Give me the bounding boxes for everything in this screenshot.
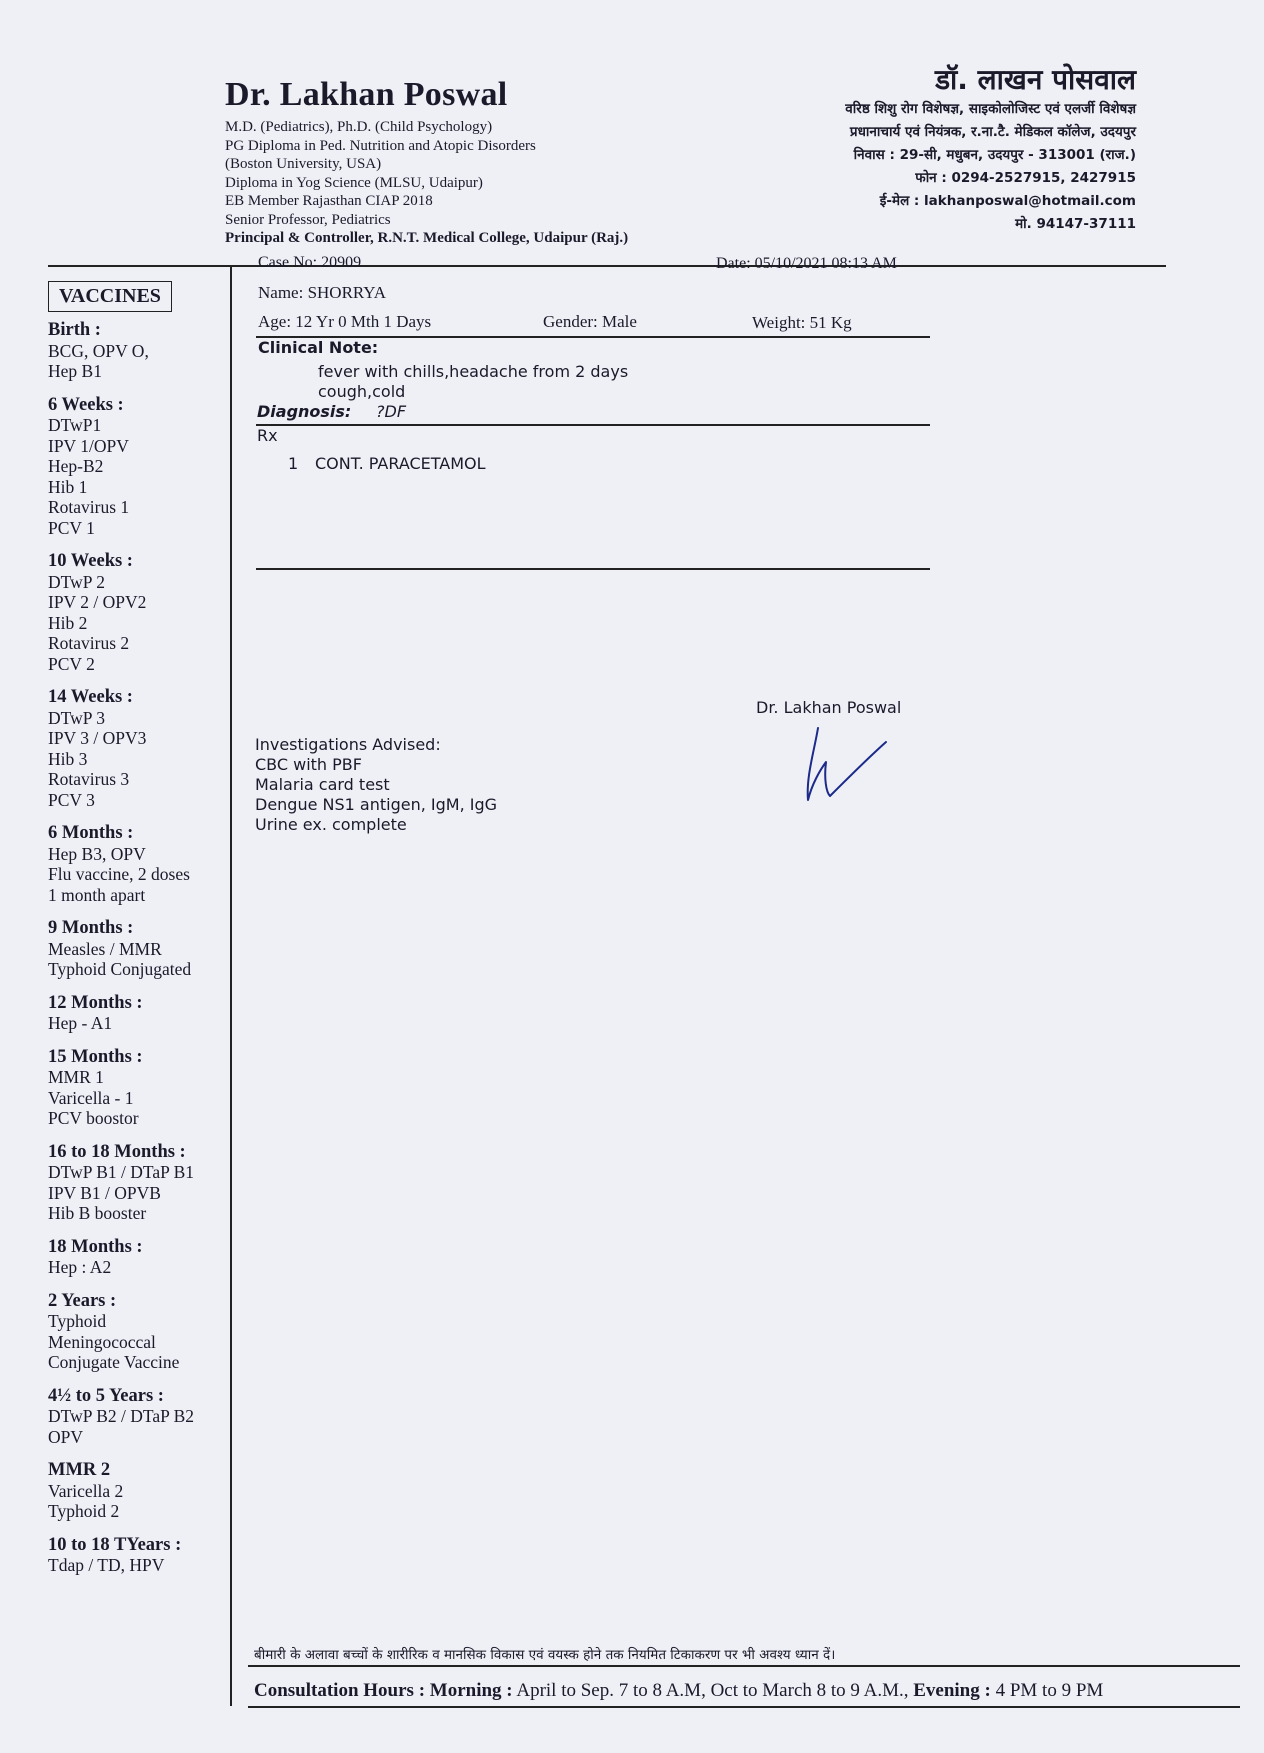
vaccine-group-heading: 10 Weeks : xyxy=(48,551,133,571)
hindi-header xyxy=(845,62,1136,236)
case-number: Case No: 20909 xyxy=(258,254,362,271)
patient-name: Name: SHORRYA xyxy=(258,283,386,302)
qualification-line: (Boston University, USA) xyxy=(225,156,382,172)
vaccine-group-heading: 4½ to 5 Years : xyxy=(48,1385,164,1406)
qualification-line: EB Member Rajasthan CIAP 2018 xyxy=(225,193,433,209)
vaccine-item: DTwP 2 xyxy=(48,571,105,592)
vaccine-group xyxy=(48,320,233,382)
vaccine-group xyxy=(48,687,233,810)
vaccine-item: Hib 2 xyxy=(48,612,88,633)
vaccine-item: Hib 3 xyxy=(48,748,88,769)
vaccine-item: IPV 2 / OPV2 xyxy=(48,592,147,612)
patient-gender: Gender: Male xyxy=(543,312,637,331)
vaccine-item: Typhoid Conjugated xyxy=(48,959,192,979)
vaccine-item: Typhoid 2 xyxy=(48,1501,120,1521)
vaccine-item: Hib 1 xyxy=(48,476,88,497)
vaccine-group xyxy=(48,823,233,905)
rx-item-text: CONT. PARACETAMOL xyxy=(315,454,486,473)
visit-date: Date: 05/10/2021 08:13 AM xyxy=(716,255,897,272)
header-rule xyxy=(48,265,1166,267)
vaccine-group-heading: 18 Months : xyxy=(48,1236,143,1257)
investigation-item: Dengue NS1 antigen, IgM, IgG xyxy=(255,795,498,814)
rx-item-number: 1 xyxy=(288,454,299,473)
rx-label: Rx xyxy=(257,426,278,445)
qualification-line: PG Diploma in Ped. Nutrition and Atopic Disorders xyxy=(225,137,536,154)
vaccine-item: BCG, OPV O, xyxy=(48,340,149,361)
rx-end-rule xyxy=(256,568,930,570)
vaccine-item: PCV 2 xyxy=(48,653,95,674)
vaccine-group xyxy=(48,918,233,980)
footer-rule-bottom xyxy=(248,1706,1240,1708)
qualification-line: Principal & Controller, R.N.T. Medical College, Udaipur (Raj.) xyxy=(225,230,629,246)
hindi-line: वरिष्ठ शिशु रोग विशेषज्ञ, साइकोलोजिस्ट एवं एलर्जी विशेषज्ञ xyxy=(845,101,1136,117)
vaccine-group-heading: 6 Weeks : xyxy=(48,394,124,415)
vaccine-group xyxy=(48,1460,233,1522)
doctor-name: Dr. Lakhan Poswal xyxy=(225,76,508,113)
morning-label: Morning : xyxy=(429,1680,513,1701)
hindi-line: मो. 94147-37111 xyxy=(1015,216,1136,232)
vaccine-group xyxy=(48,1291,233,1373)
vaccine-group xyxy=(48,551,233,674)
vaccine-group-heading: 10 to 18 TYears : xyxy=(48,1534,182,1555)
evening-hours: 4 PM to 9 PM xyxy=(995,1680,1104,1701)
vaccine-group-heading: MMR 2 xyxy=(48,1460,111,1480)
diagnosis-label: Diagnosis: xyxy=(257,402,352,421)
investigation-item: CBC with PBF xyxy=(255,755,362,774)
vaccine-item: IPV 1/OPV xyxy=(48,435,129,456)
diagnosis-rule xyxy=(256,424,930,426)
vaccines-title: VACCINES xyxy=(48,281,172,312)
clinical-note-line: cough,cold xyxy=(318,382,406,401)
vaccine-item: DTwP B2 / DTaP B2 xyxy=(48,1406,194,1426)
vaccine-item: Typhoid xyxy=(48,1311,107,1331)
vaccine-item: Rotavirus 1 xyxy=(48,497,130,517)
vaccine-item: Flu vaccine, 2 doses xyxy=(48,864,190,884)
vaccine-item: OPV xyxy=(48,1426,84,1447)
vaccine-item: Measles / MMR xyxy=(48,938,162,959)
vaccine-group-heading: 12 Months : xyxy=(48,992,143,1013)
footer-hindi-note: बीमारी के अलावा बच्चों के शारीरिक व मानसिक विकास एवं वयस्क होने तक नियमित टिकाकरण पर भी अवश्य ध्यान दें। xyxy=(254,1647,836,1663)
investigation-item: Malaria card test xyxy=(255,775,390,794)
hindi-line: ई-मेल : lakhanposwal@hotmail.com xyxy=(879,193,1136,209)
vaccine-item: 1 month apart xyxy=(48,884,146,905)
qualifications xyxy=(225,118,628,248)
vaccine-item: DTwP B1 / DTaP B1 xyxy=(48,1162,194,1182)
vaccine-group xyxy=(48,1047,233,1129)
footer-rule-top xyxy=(248,1665,1240,1667)
vaccine-item: Hep : A2 xyxy=(48,1257,112,1277)
vaccine-item: Hep-B2 xyxy=(48,456,104,476)
qualification-line: M.D. (Pediatrics), Ph.D. (Child Psychology) xyxy=(225,119,493,135)
vaccine-item: Rotavirus 3 xyxy=(48,769,130,789)
qualification-line: Diploma in Yog Science (MLSU, Udaipur) xyxy=(225,174,483,191)
patient-weight: Weight: 51 Kg xyxy=(752,313,852,332)
vaccine-item: Hep B3, OPV xyxy=(48,843,146,864)
vaccine-group xyxy=(48,993,233,1034)
vaccine-group-heading: 2 Years : xyxy=(48,1290,117,1311)
hours-label: Consultation Hours : xyxy=(254,1680,426,1701)
vaccine-item: Rotavirus 2 xyxy=(48,633,130,653)
vaccine-item: DTwP 3 xyxy=(48,707,105,728)
investigations-label: Investigations Advised: xyxy=(255,735,441,754)
vaccine-group-heading: 15 Months : xyxy=(48,1046,143,1067)
vaccine-item: MMR 1 xyxy=(48,1067,104,1087)
vaccine-item: Meningococcal xyxy=(48,1331,156,1352)
vaccine-item: Hib B booster xyxy=(48,1203,147,1223)
clinical-note-label: Clinical Note: xyxy=(258,338,379,357)
vaccine-group-heading: 16 to 18 Months : xyxy=(48,1141,186,1162)
patient-age: Age: 12 Yr 0 Mth 1 Days xyxy=(258,312,432,331)
hindi-line: फोन : 0294-2527915, 2427915 xyxy=(915,170,1136,186)
vaccine-group xyxy=(48,1386,233,1448)
signature-name: Dr. Lakhan Poswal xyxy=(756,698,902,717)
hindi-line: निवास : 29-सी, मधुबन, उदयपुर - 313001 (राज.) xyxy=(853,147,1136,163)
hindi-line: प्रधानाचार्य एवं नियंत्रक, र.ना.टै. मेडिकल कॉलेज, उदयपुर xyxy=(849,124,1136,140)
vaccine-item: PCV 1 xyxy=(48,517,95,538)
vaccine-group-heading: Birth : xyxy=(48,320,101,340)
hindi-doctor-name: डॉ. लाखन पोसवाल xyxy=(935,63,1136,96)
qualification-line: Senior Professor, Pediatrics xyxy=(225,211,391,228)
vaccine-item: PCV boostor xyxy=(48,1108,139,1128)
vaccine-item: Hep - A1 xyxy=(48,1013,113,1033)
consultation-hours xyxy=(254,1680,1103,1702)
vaccine-item: Varicella 2 xyxy=(48,1480,124,1501)
vaccine-item: IPV 3 / OPV3 xyxy=(48,728,147,748)
vaccine-item: Tdap / TD, HPV xyxy=(48,1555,165,1575)
vaccine-item: Hep B1 xyxy=(48,361,102,381)
diagnosis-value: ?DF xyxy=(376,402,407,421)
vaccine-group-heading: 6 Months : xyxy=(48,823,134,843)
handwritten-signature xyxy=(790,722,900,812)
vaccine-group xyxy=(48,1142,233,1224)
vaccine-item: PCV 3 xyxy=(48,789,95,810)
vaccine-group xyxy=(48,1237,233,1278)
morning-hours: April to Sep. 7 to 8 A.M, Oct to March 8 to 9 A.M., xyxy=(516,1680,909,1701)
vaccine-item: Varicella - 1 xyxy=(48,1087,134,1108)
vaccine-group xyxy=(48,1535,233,1576)
vaccine-group-heading: 14 Weeks : xyxy=(48,687,133,707)
vaccine-group xyxy=(48,395,233,539)
vaccine-item: IPV B1 / OPVB xyxy=(48,1182,161,1203)
investigation-item: Urine ex. complete xyxy=(255,815,407,834)
vaccine-group-heading: 9 Months : xyxy=(48,918,134,938)
clinical-note-line: fever with chills,headache from 2 days xyxy=(318,362,629,381)
vaccine-item: Conjugate Vaccine xyxy=(48,1352,180,1372)
evening-label: Evening : xyxy=(913,1680,991,1701)
vaccine-schedule xyxy=(48,320,233,1589)
vaccine-item: DTwP1 xyxy=(48,415,102,435)
